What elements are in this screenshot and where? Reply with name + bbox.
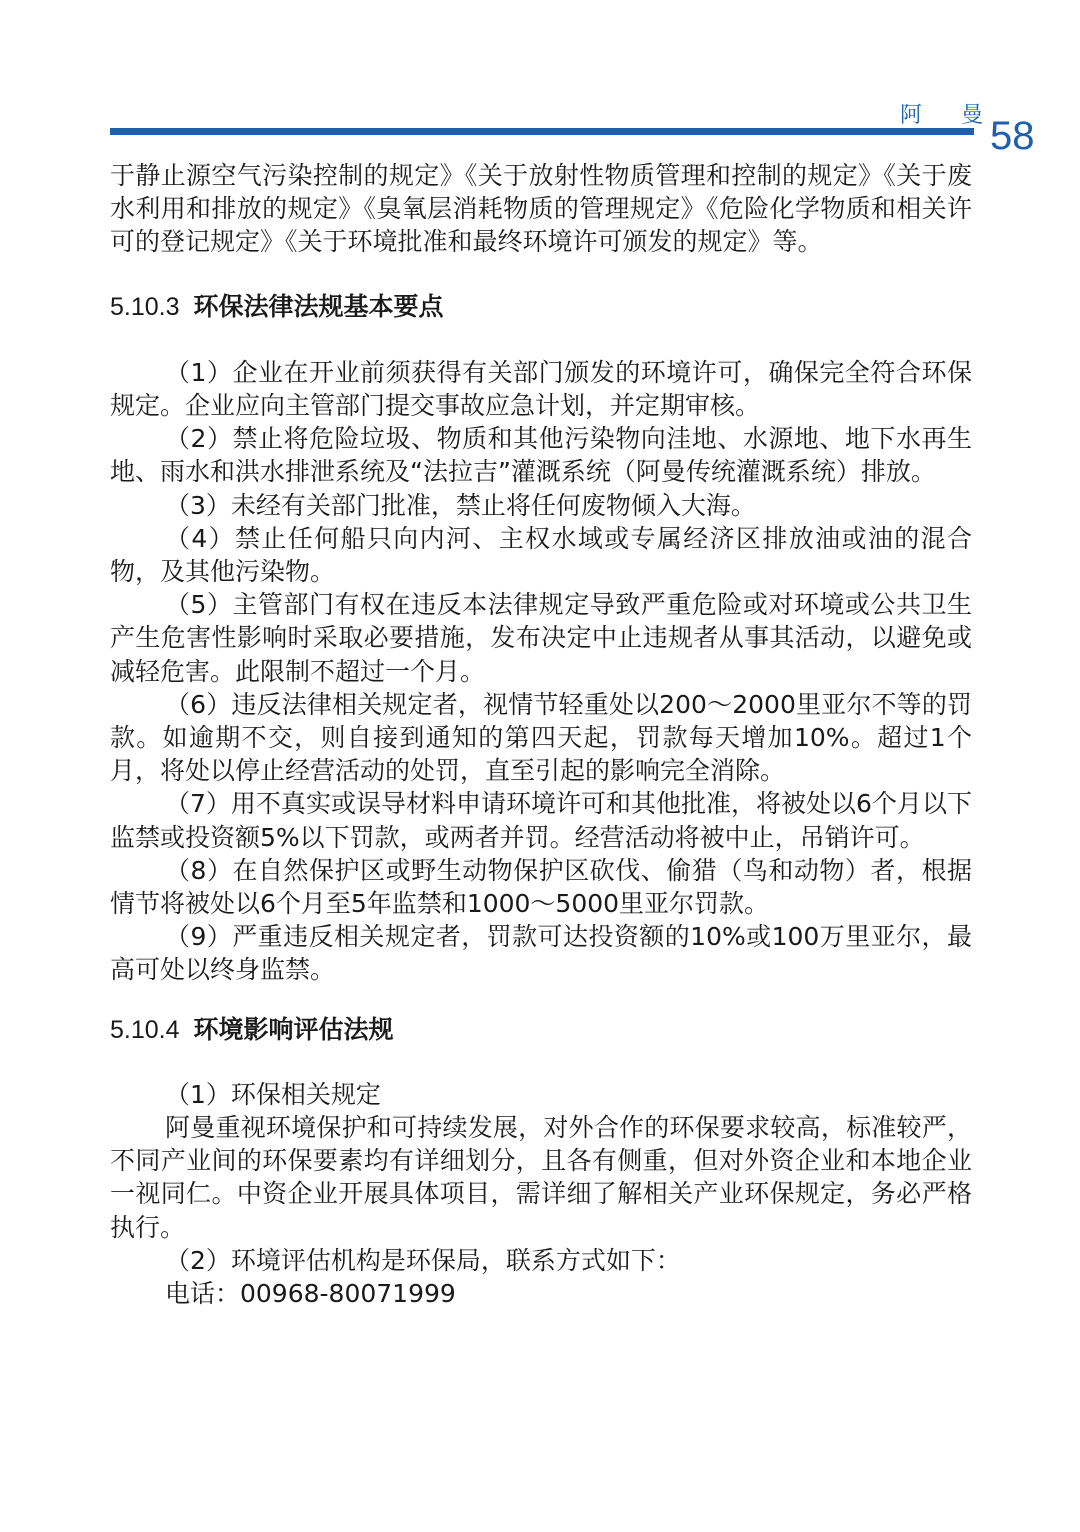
intro-paragraph: 于静止源空气污染控制的规定》《关于放射性物质管理和控制的规定》《关于废水利用和排放的规定》《臭氧层消耗物质的管理规定》《危险化学物质和相关许可的登记规定》《关于环境批准和最终环境许可颁发的规定》等。	[110, 161, 972, 257]
page-content	[110, 159, 972, 1310]
list-item: （6）违反法律相关规定者，视情节轻重处以200～2000里亚尔不等的罚款。如逾期不交，则自接到通知的第四天起，罚款每天增加10%。超过1个月，将处以停止经营活动的处罚，直至引起的影响完全消除。	[110, 689, 972, 786]
list-item: （4）禁止任何船只向内河、主权水域或专属经济区排放油或油的混合物，及其他污染物。	[110, 523, 972, 587]
section-heading-5-10-3	[110, 290, 972, 324]
list-item: （1）企业在开业前须获得有关部门颁发的环境许可，确保完全符合环保规定。企业应向主管部门提交事故应急计划，并定期审核。	[110, 357, 972, 421]
list-item: （1）环保相关规定	[165, 1079, 381, 1109]
list-item: （9）严重违反相关规定者，罚款可达投资额的10%或100万里亚尔，最高可处以终身监禁。	[110, 922, 972, 985]
page-number: 58	[990, 114, 1035, 158]
list-item: （5）主管部门有权在违反本法律规定导致严重危险或对环境或公共卫生产生危害性影响时采取必要措施，发布决定中止违规者从事其活动，以避免或减轻危害。此限制不超过一个月。	[110, 590, 972, 686]
section-title: 环保法律法规基本要点	[193, 291, 444, 321]
list-item: （7）用不真实或误导材料申请环境许可和其他批准，将被处以6个月以下监禁或投资额5%以下罚款，或两者并罚。经营活动将被中止，吊销许可。	[110, 789, 972, 852]
section-number: 5.10.3	[110, 292, 180, 321]
contact-phone: 电话：00968-80071999	[165, 1279, 456, 1309]
list-item: （2）禁止将危险垃圾、物质和其他污染物向洼地、水源地、地下水再生地、雨水和洪水排泄系统及“法拉吉”灌溉系统（阿曼传统灌溉系统）排放。	[110, 424, 972, 487]
body-paragraph: 阿曼重视环境保护和可持续发展，对外合作的环保要求较高，标准较严，不同产业间的环保要素均有详细划分，且各有侧重，但对外资企业和本地企业一视同仁。中资企业开展具体项目，需详细了解相关产业环保规定，务必严格执行。	[110, 1113, 972, 1242]
section-title: 环境影响评估法规	[193, 1014, 394, 1044]
section-number: 5.10.4	[110, 1015, 180, 1044]
list-item: （2）环境评估机构是环保局，联系方式如下：	[165, 1245, 681, 1275]
header-country-name: 阿 曼	[900, 103, 999, 128]
list-item: （3）未经有关部门批准，禁止将任何废物倾入大海。	[165, 490, 756, 520]
list-item: （8）在自然保护区或野生动物保护区砍伐、偷猎（鸟和动物）者，根据情节将被处以6个月至5年监禁和1000～5000里亚尔罚款。	[110, 855, 972, 919]
header-divider	[110, 128, 974, 135]
section-heading-5-10-4	[110, 1013, 972, 1047]
